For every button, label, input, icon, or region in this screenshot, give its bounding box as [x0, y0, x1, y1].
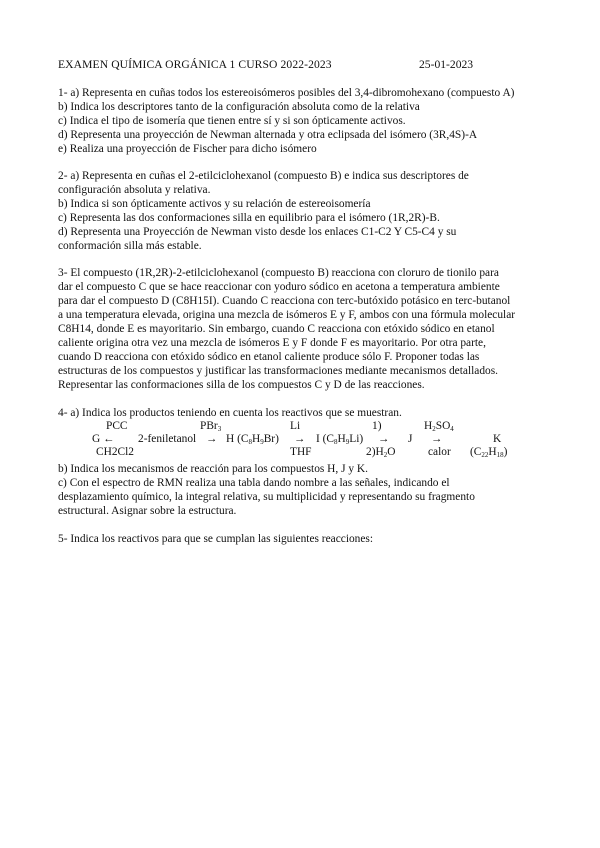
q2-line: d) Representa una Proyección de Newman visto desde los enlaces C1-C2 Y C5-C4 y su	[58, 226, 457, 238]
arrow-right-icon: →	[294, 433, 306, 445]
q3-line: caliente origina otra vez una mezcla de isómeros E y F donde F es mayoritario. Por otra parte,	[58, 337, 486, 349]
reagent-pcc: PCC	[106, 420, 128, 432]
q5-line: 5- Indica los reactivos para que se cumplan las siguientes reacciones:	[58, 533, 374, 545]
arrow-right-icon: →	[378, 433, 390, 445]
reagent-pbr3: PBr$_3$	[200, 420, 222, 433]
q4-intro: 4- a) Indica los productos teniendo en cuenta los reactivos que se muestran.	[58, 407, 402, 419]
q4-line: b) Indica los mecanismos de reacción para los compuestos H, J y K.	[58, 463, 368, 475]
q3-line: para dar el compuesto D (C8H15I). Cuando C reacciona con terc-butóxido potásico en terc-butanol	[58, 295, 511, 307]
exam-date: 25-01-2023	[419, 58, 474, 71]
reaction-scheme	[58, 420, 558, 462]
arrow-right-icon: →	[431, 433, 443, 445]
reagent-h2so4: $H_2SO_4$	[424, 420, 454, 433]
q3-line: 3- El compuesto (1R,2R)-2-etilciclohexanol (compuesto B) reacciona con cloruro de tionilo para	[58, 267, 499, 279]
q1-line: e) Realiza una proyección de Fischer para dicho isómero	[58, 143, 317, 155]
reagent-calor: calor	[428, 446, 451, 458]
q1-line: c) Indica el tipo de isomería que tienen entre sí y si son ópticamente activos.	[58, 115, 406, 127]
q4-line: c) Con el espectro de RMN realiza una tabla dando nombre a las señales, indicando el	[58, 477, 450, 489]
product-g: G ←	[92, 433, 115, 445]
q3-line: cuando D reacciona con etóxido sódico en etanol caliente produce sólo F. Proponer todas las	[58, 351, 480, 363]
q2-line: configuración absoluta y relativa.	[58, 184, 211, 196]
arrow-left-icon: ←	[103, 433, 115, 445]
q3-line: a una temperatura elevada, origina una mezcla de isómeros E y F, ambos con una fórmula molecular	[58, 309, 516, 321]
q3-line: dar el compuesto C que se hace reaccionar con yoduro sódico en acetona a temperatura ambiente	[58, 281, 500, 293]
q3-line: Representar las conformaciones silla de los compuestos C y D de las reacciones.	[58, 379, 425, 391]
formula-k: $(C_{22}H_{18})$	[470, 446, 508, 459]
q2-line: conformación silla más estable.	[58, 240, 202, 252]
reagent-step2: $2)H_2O$	[366, 446, 396, 459]
product-k: K	[493, 433, 502, 445]
starting-material: 2-feniletanol	[138, 433, 197, 445]
q2-line: c) Representa las dos conformaciones silla en equilibrio para el isómero (1R,2R)-B.	[58, 212, 440, 224]
q3-line: estructuras de los compuestos y justificar las transformaciones mediante mecanismos detallados.	[58, 365, 498, 377]
q1-line: d) Representa una proyección de Newman alternada y otra eclipsada del isómero (3R,4S)-A	[58, 129, 478, 141]
q4-line: estructural. Asignar sobre la estructura.	[58, 505, 237, 517]
q1-line: b) Indica los descriptores tanto de la configuración absoluta como de la relativa	[58, 101, 420, 113]
reagent-ch2cl2: CH2Cl2	[96, 446, 134, 458]
product-j: J	[408, 433, 413, 445]
exam-title: EXAMEN QUÍMICA ORGÁNICA 1 CURSO 2022-2023	[58, 58, 332, 71]
reagent-li: Li	[290, 420, 301, 432]
arrow-right-icon: →	[206, 433, 218, 445]
q2-line: b) Indica si son ópticamente activos y su relación de estereoisomería	[58, 198, 371, 210]
q4-line: desplazamiento químico, la integral relativa, su multiplicidad y representando su fragmento	[58, 491, 475, 503]
q3-line: C8H14, donde E es mayoritario. Sin embargo, cuando C reacciona con etóxido sódico en etanol	[58, 323, 495, 335]
q2-line: 2- a) Representa en cuñas el 2-etilciclohexanol (compuesto B) e indica sus descriptores de	[58, 170, 469, 182]
q1-line: 1- a) Representa en cuñas todos los estereoisómeros posibles del 3,4-dibromohexano (compuesto A)	[58, 87, 515, 99]
reagent-thf: THF	[290, 446, 312, 458]
product-h: H $(C_8H_9Br)$	[226, 433, 279, 446]
product-i: I $(C_8H_9Li)$	[316, 433, 364, 446]
reagent-step1: 1)	[372, 420, 382, 432]
